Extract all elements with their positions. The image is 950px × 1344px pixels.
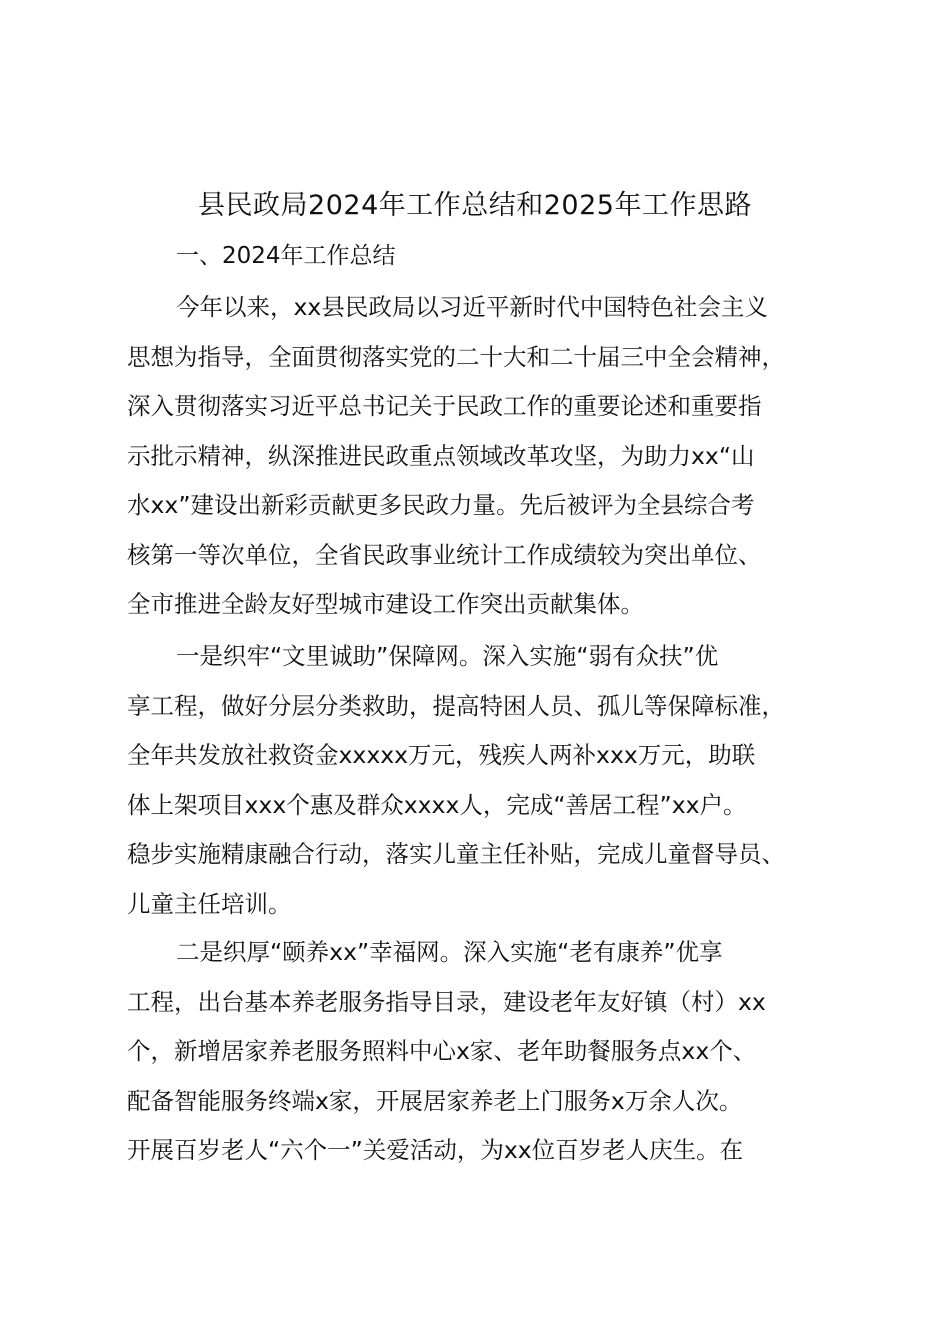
paragraph-line: 稳步实施精康融合行动，落实儿童主任补贴，完成儿童督导员、 — [127, 840, 785, 868]
paragraph-line: 核第一等次单位，全省民政事业统计工作成绩较为突出单位、 — [127, 540, 762, 569]
paragraph-line: 配备智能服务终端x家，开展居家养老上门服务x万余人次。 — [127, 1086, 743, 1115]
document-title: 县民政局2024年工作总结和2025年工作思路 — [198, 190, 752, 221]
paragraph-line: 全市推进全龄友好型城市建设工作突出贡献集体。 — [127, 590, 644, 618]
paragraph-line: 享工程，做好分层分类救助，提高特困人员、孤儿等保障标准， — [127, 691, 785, 720]
paragraph-line: 一是织牢“文里诚助”保障网。深入实施“弱有众扶”优 — [176, 642, 719, 670]
paragraph-line: 全年共发放社救资金xxxxx万元，残疾人两补xxx万元，助联 — [127, 741, 756, 769]
paragraph-line: 水xx”建设出新彩贡献更多民政力量。先后被评为全县综合考 — [127, 491, 755, 519]
paragraph-line: 体上架项目xxx个惠及群众xxxx人，完成“善居工程”xx户。 — [127, 790, 747, 819]
paragraph-line: 思想为指导，全面贯彻落实党的二十大和二十届三中全会精神， — [127, 342, 785, 371]
paragraph-elderly-care-network — [127, 928, 827, 1176]
paragraph-line: 今年以来，xx县民政局以习近平新时代中国特色社会主义 — [176, 293, 768, 321]
paragraph-assistance-network — [127, 632, 827, 929]
paragraph-line: 示批示精神，纵深推进民政重点领域改革攻坚，为助力xx“山 — [127, 441, 755, 470]
paragraph-intro — [127, 283, 827, 630]
paragraph-line: 二是织厚“颐养xx”幸福网。深入实施“老有康养”优享 — [176, 938, 723, 966]
paragraph-line: 开展百岁老人“六个一”关爱活动，为xx位百岁老人庆生。在 — [127, 1136, 744, 1164]
paragraph-line: 个，新增居家养老服务照料中心x家、老年助餐服务点xx个、 — [127, 1037, 757, 1065]
paragraph-line: 儿童主任培训。 — [127, 889, 292, 918]
paragraph-line: 深入贯彻落实习近平总书记关于民政工作的重要论述和重要指 — [127, 392, 762, 420]
section-heading: 一、2024年工作总结 — [176, 243, 396, 269]
paragraph-line: 工程，出台基本养老服务指导目录，建设老年友好镇（村）xx — [127, 987, 766, 1016]
